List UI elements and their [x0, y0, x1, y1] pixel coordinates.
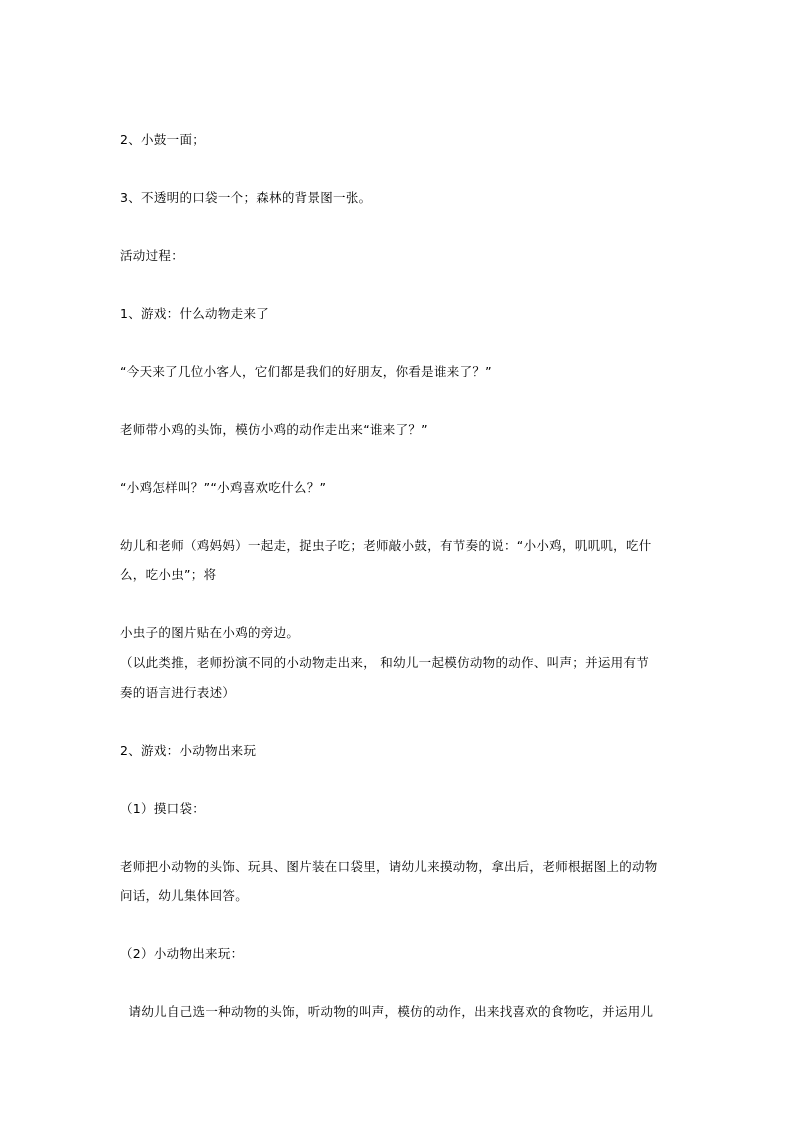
paragraph-children-teacher-line1: 幼儿和老师（鸡妈妈）一起走，捉虫子吃；老师敲小鼓，有节奏的说：“小小鸡，叽叽叽，吃什	[120, 538, 652, 553]
paragraph-quote-guests: “今天来了几位小客人，它们都是我们的好朋友，你看是谁来了？”	[120, 364, 492, 379]
paragraph-touch-bag-line1: 老师把小动物的头饰、玩具、图片装在口袋里，请幼儿来摸动物，拿出后，老师根据图上的动物	[120, 859, 658, 874]
paragraph-analogy-line2: 奏的语言进行表述）	[120, 685, 236, 700]
paragraph-teacher-chick: 老师带小鸡的头饰，模仿小鸡的动作走出来“谁来了？”	[120, 422, 428, 437]
paragraph-bug-picture: 小虫子的图片贴在小鸡的旁边。	[120, 625, 300, 640]
substep-2-heading: （2）小动物出来玩：	[120, 946, 244, 961]
section-heading-process: 活动过程：	[120, 248, 185, 263]
step-2-heading: 2、游戏：小动物出来玩	[120, 743, 257, 758]
step-1-heading: 1、游戏：什么动物走来了	[120, 306, 270, 321]
paragraph-chick-questions: “小鸡怎样叫？”“小鸡喜欢吃什么？”	[120, 480, 327, 495]
substep-1-heading: （1）摸口袋：	[120, 801, 206, 816]
material-item-3: 3、不透明的口袋一个；森林的背景图一张。	[120, 190, 372, 205]
paragraph-children-teacher-line2: 么，吃小虫”；将	[120, 567, 217, 582]
paragraph-choose-animal: 请幼儿自己选一种动物的头饰，听动物的叫声，模仿的动作，出来找喜欢的食物吃，并运用儿	[120, 1004, 654, 1019]
paragraph-touch-bag-line2: 问话，幼儿集体回答。	[120, 888, 249, 903]
paragraph-analogy-line1: （以此类推，老师扮演不同的小动物走出来， 和幼儿一起模仿动物的动作、叫声；并运用有节	[120, 655, 650, 670]
material-item-2: 2、小鼓一面；	[120, 132, 206, 147]
